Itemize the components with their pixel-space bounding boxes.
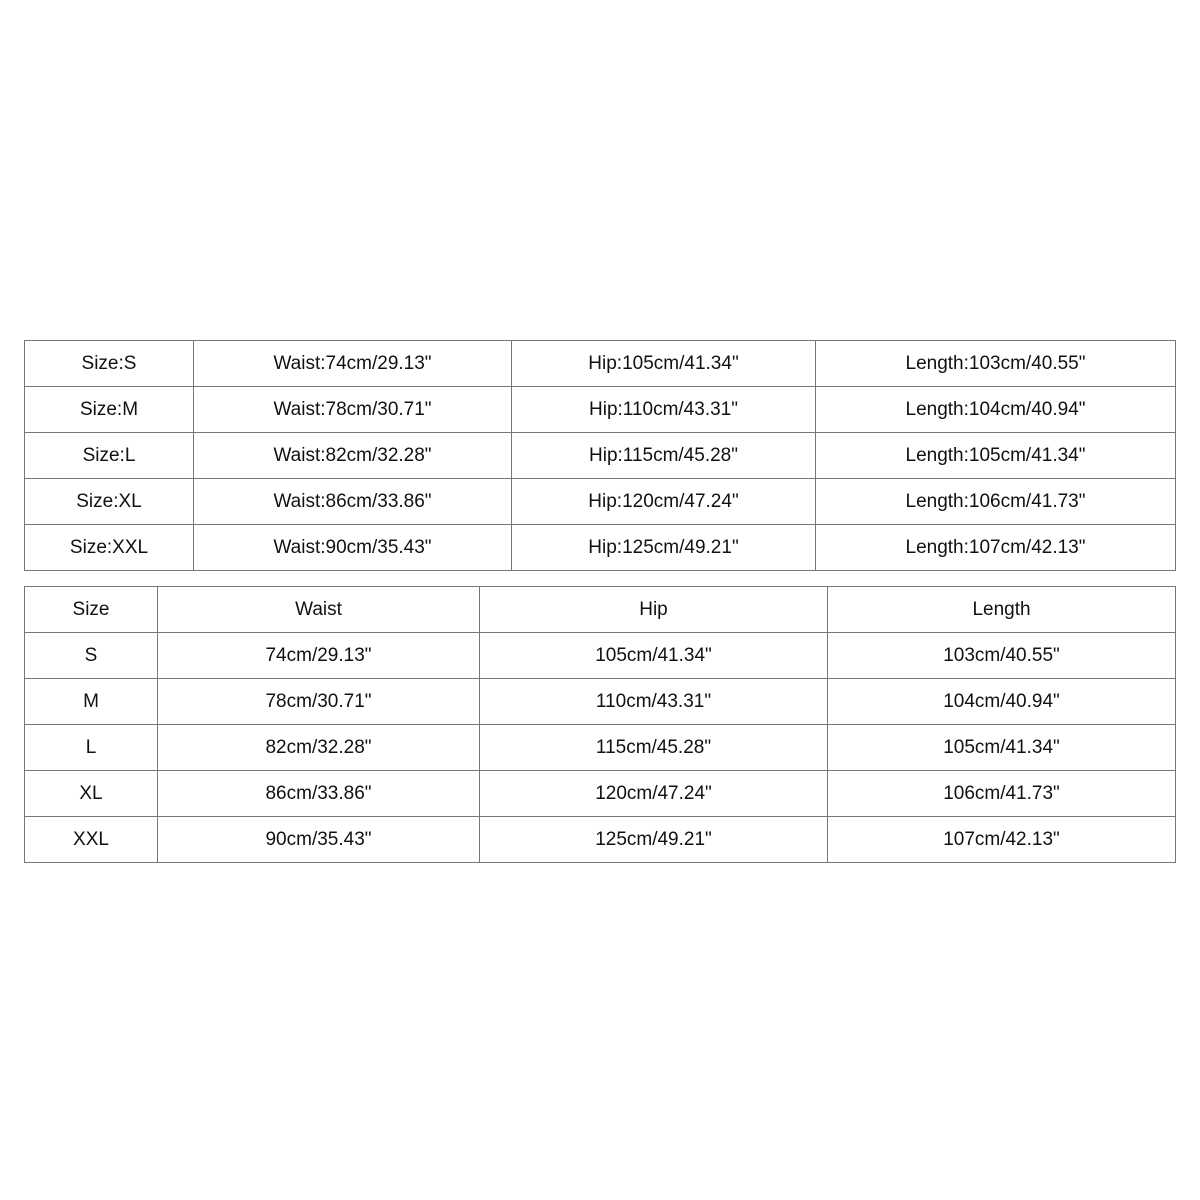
size-cell: Size:L: [25, 433, 194, 479]
length-cell: 105cm/41.34": [828, 725, 1176, 771]
length-cell: 106cm/41.73": [828, 771, 1176, 817]
length-cell: Length:105cm/41.34": [816, 433, 1176, 479]
table-row: [25, 679, 1176, 725]
hip-cell: Hip:125cm/49.21": [512, 525, 816, 571]
table-row: [25, 479, 1176, 525]
header-waist: Waist: [158, 587, 480, 633]
length-cell: 103cm/40.55": [828, 633, 1176, 679]
length-cell: 107cm/42.13": [828, 817, 1176, 863]
waist-cell: Waist:74cm/29.13": [194, 341, 512, 387]
size-cell: M: [25, 679, 158, 725]
length-cell: Length:103cm/40.55": [816, 341, 1176, 387]
table-row: [25, 525, 1176, 571]
size-cell: Size:XXL: [25, 525, 194, 571]
hip-cell: 125cm/49.21": [480, 817, 828, 863]
table-row: [25, 387, 1176, 433]
table-row: [25, 817, 1176, 863]
table-row: [25, 433, 1176, 479]
size-cell: L: [25, 725, 158, 771]
length-cell: Length:104cm/40.94": [816, 387, 1176, 433]
size-chart-header-table: [24, 586, 1176, 863]
waist-cell: 74cm/29.13": [158, 633, 480, 679]
waist-cell: Waist:86cm/33.86": [194, 479, 512, 525]
hip-cell: 105cm/41.34": [480, 633, 828, 679]
table-row: [25, 633, 1176, 679]
hip-cell: Hip:115cm/45.28": [512, 433, 816, 479]
size-cell: S: [25, 633, 158, 679]
length-cell: 104cm/40.94": [828, 679, 1176, 725]
hip-cell: Hip:110cm/43.31": [512, 387, 816, 433]
waist-cell: Waist:90cm/35.43": [194, 525, 512, 571]
hip-cell: 115cm/45.28": [480, 725, 828, 771]
waist-cell: 78cm/30.71": [158, 679, 480, 725]
size-cell: XL: [25, 771, 158, 817]
waist-cell: 82cm/32.28": [158, 725, 480, 771]
table-row: [25, 771, 1176, 817]
length-cell: Length:107cm/42.13": [816, 525, 1176, 571]
header-hip: Hip: [480, 587, 828, 633]
header-length: Length: [828, 587, 1176, 633]
size-chart-inline-table: [24, 340, 1176, 571]
waist-cell: Waist:78cm/30.71": [194, 387, 512, 433]
hip-cell: 110cm/43.31": [480, 679, 828, 725]
table-row: [25, 341, 1176, 387]
hip-cell: Hip:105cm/41.34": [512, 341, 816, 387]
size-cell: Size:XL: [25, 479, 194, 525]
length-cell: Length:106cm/41.73": [816, 479, 1176, 525]
table-row: [25, 725, 1176, 771]
size-cell: Size:S: [25, 341, 194, 387]
table-header-row: [25, 587, 1176, 633]
waist-cell: 86cm/33.86": [158, 771, 480, 817]
size-cell: Size:M: [25, 387, 194, 433]
hip-cell: Hip:120cm/47.24": [512, 479, 816, 525]
header-size: Size: [25, 587, 158, 633]
hip-cell: 120cm/47.24": [480, 771, 828, 817]
waist-cell: Waist:82cm/32.28": [194, 433, 512, 479]
size-cell: XXL: [25, 817, 158, 863]
waist-cell: 90cm/35.43": [158, 817, 480, 863]
